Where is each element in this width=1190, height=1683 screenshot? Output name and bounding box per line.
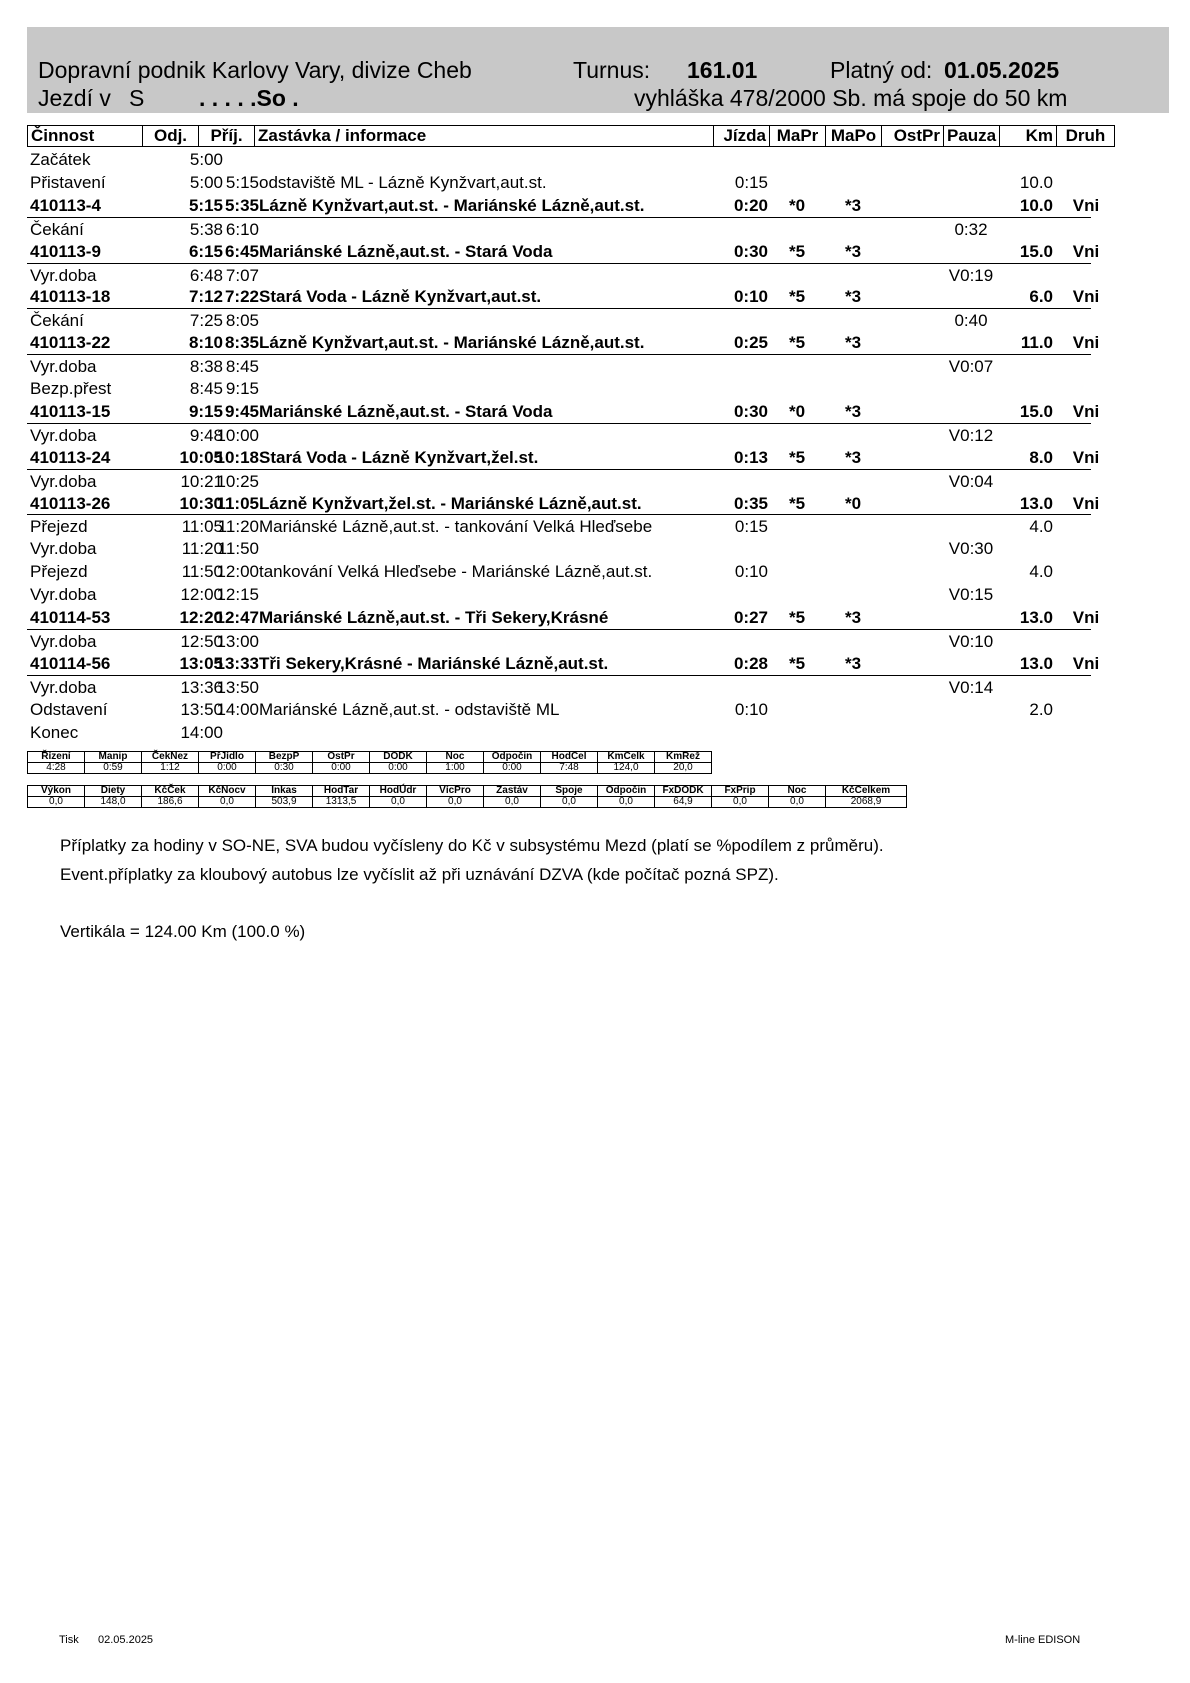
row-info: Mariánské Lázně,aut.st. - Tři Sekery,Krásné <box>259 608 609 627</box>
col-mapo: MaPo <box>825 125 882 147</box>
row-jizda: 0:35 <box>733 493 768 513</box>
row-prij: 8:45 <box>225 357 259 377</box>
row-cinnost: Vyr.doba <box>30 677 97 697</box>
summary-value: 0,0 <box>484 797 541 808</box>
summary-value: 0:30 <box>256 763 313 774</box>
summary-label: FxPrip <box>712 786 769 797</box>
summary-label: Spoje <box>541 786 598 797</box>
row-odj: 8:10 <box>188 333 223 353</box>
row-prij: 7:07 <box>225 265 259 285</box>
row-km: 4.0 <box>1029 562 1053 582</box>
row-prij: 9:15 <box>225 379 259 398</box>
summary-label: OstPr <box>313 752 370 763</box>
row-odj: 5:15 <box>188 195 223 215</box>
row-info: Mariánské Lázně,aut.st. - Stará Voda <box>259 241 553 261</box>
note-vertikala: Vertikála = 124.00 Km (100.0 %) <box>60 922 306 941</box>
row-prij: 9:45 <box>224 401 259 421</box>
summary-label: Zastáv <box>484 786 541 797</box>
row-druh: Vni <box>1072 287 1100 307</box>
summary-label: Odpočin <box>484 752 541 763</box>
row-jizda: 0:30 <box>733 401 768 421</box>
row-prij: 12:00 <box>216 562 259 582</box>
col-pauza: Pauza <box>943 125 1000 147</box>
row-cinnost: Odstavení <box>30 699 108 719</box>
summary-table-pay <box>27 785 907 808</box>
summary-label: KčČek <box>142 786 199 797</box>
row-mapo: *3 <box>844 608 862 627</box>
summary-label: FxDODK <box>655 786 712 797</box>
row-druh: Vni <box>1072 447 1100 467</box>
table-row <box>27 698 1091 721</box>
row-odj: 5:00 <box>189 150 223 169</box>
row-info: tankování Velká Hleďsebe - Mariánské Lázně,aut.st. <box>259 562 653 582</box>
summary-label: Noc <box>427 752 484 763</box>
row-jizda: 0:10 <box>734 699 768 719</box>
row-km: 8.0 <box>1029 447 1053 467</box>
row-info: odstaviště ML - Lázně Kynžvart,aut.st. <box>259 172 547 192</box>
row-prij: 10:18 <box>215 447 259 467</box>
summary-label: KmRež <box>655 752 712 763</box>
row-info: Lázně Kynžvart,aut.st. - Mariánské Lázně,aut.st. <box>259 195 645 215</box>
row-prij: 10:00 <box>216 425 259 445</box>
col-ostpr: OstPr <box>881 125 944 147</box>
row-prij: 5:35 <box>224 195 259 215</box>
row-mapr: *0 <box>788 195 806 215</box>
row-jizda: 0:13 <box>733 447 768 467</box>
row-jizda: 0:25 <box>733 333 768 353</box>
note-articulated-bus: Event.příplatky za kloubový autobus lze vyčíslit až při uznávání DZVA (kde počítač pozná SPZ). <box>60 865 779 884</box>
row-druh: Vni <box>1072 401 1100 421</box>
summary-label: Noc <box>769 786 826 797</box>
table-row <box>27 492 1100 515</box>
row-druh: Vni <box>1072 653 1100 673</box>
row-km: 10.0 <box>1019 195 1053 215</box>
summary-value: 124,0 <box>598 763 655 774</box>
row-km: 15.0 <box>1019 401 1053 421</box>
row-km: 2.0 <box>1029 699 1053 719</box>
table-row <box>27 721 1091 744</box>
row-km: 13.0 <box>1019 653 1053 673</box>
summary-value: 148,0 <box>85 797 142 808</box>
row-prij: 13:50 <box>216 677 259 697</box>
summary-value: 0,0 <box>427 797 484 808</box>
summary-label: ČekNez <box>142 752 199 763</box>
row-km: 15.0 <box>1019 241 1053 261</box>
summary-value: 0:59 <box>85 763 142 774</box>
operating-days: . . . . .So . <box>199 85 299 111</box>
row-cinnost: 410113-26 <box>30 493 111 513</box>
row-cinnost: 410113-4 <box>30 195 101 215</box>
summary-value: 0:00 <box>370 763 427 774</box>
row-cinnost: Vyr.doba <box>30 425 97 445</box>
row-km: 13.0 <box>1019 608 1053 627</box>
row-odj: 6:15 <box>188 241 223 261</box>
table-row <box>27 469 1091 493</box>
row-jizda: 0:27 <box>733 608 768 627</box>
row-mapr: *5 <box>788 241 806 261</box>
summary-value: 20,0 <box>655 763 712 774</box>
row-prij: 13:00 <box>216 631 259 651</box>
table-row <box>27 400 1100 423</box>
jezdi-value: S <box>129 85 145 111</box>
company-name: Dopravní podnik Karlovy Vary, divize Cheb <box>38 57 472 83</box>
summary-label: DODK <box>370 752 427 763</box>
row-cinnost: 410114-53 <box>30 608 111 627</box>
summary-value: 503,9 <box>256 797 313 808</box>
footer-print-date: 02.05.2025 <box>98 1634 154 1646</box>
row-mapo: *3 <box>844 241 862 261</box>
summary-value: 0:00 <box>484 763 541 774</box>
row-cinnost: 410113-22 <box>30 333 111 353</box>
table-row <box>27 377 1091 400</box>
row-info: Tři Sekery,Krásné - Mariánské Lázně,aut.st. <box>259 653 609 673</box>
row-cinnost: 410113-24 <box>30 447 111 467</box>
row-jizda: 0:10 <box>734 562 768 582</box>
table-row <box>27 354 1091 378</box>
row-jizda: 0:10 <box>733 287 768 307</box>
row-odj: 12:00 <box>180 585 223 605</box>
col-zastavka: Zastávka / informace <box>254 125 714 147</box>
row-km: 4.0 <box>1029 517 1053 537</box>
row-odj: 11:50 <box>181 562 223 582</box>
summary-label: BezpP <box>256 752 313 763</box>
row-odj: 9:48 <box>189 425 223 445</box>
table-row <box>27 171 1091 194</box>
row-cinnost: Vyr.doba <box>30 357 97 377</box>
row-info: Lázně Kynžvart,aut.st. - Mariánské Lázně,aut.st. <box>259 333 645 353</box>
row-prij: 11:20 <box>217 517 259 537</box>
row-cinnost: Vyr.doba <box>30 539 97 559</box>
row-odj: 12:20 <box>179 608 223 627</box>
table-row <box>27 537 1091 560</box>
row-km: 10.0 <box>1019 172 1053 192</box>
summary-label: HodÚdr <box>370 786 427 797</box>
row-mapr: *5 <box>788 653 806 673</box>
summary-label: Inkas <box>256 786 313 797</box>
row-cinnost: Vyr.doba <box>30 631 97 651</box>
row-prij: 6:45 <box>224 241 259 261</box>
table-row <box>27 423 1091 447</box>
summary-value: 7:48 <box>541 763 598 774</box>
row-mapo: *3 <box>844 401 862 421</box>
row-km: 13.0 <box>1019 493 1053 513</box>
row-cinnost: Přejezd <box>30 517 88 537</box>
table-row <box>27 583 1091 606</box>
row-pauza: V0:14 <box>948 677 994 697</box>
row-info: Mariánské Lázně,aut.st. - tankování Velká Hleďsebe <box>259 517 653 537</box>
row-mapo: *3 <box>844 653 862 673</box>
row-odj: 5:38 <box>189 219 223 239</box>
table-row <box>27 285 1100 308</box>
row-prij: 11:05 <box>216 493 259 513</box>
row-pauza: V0:19 <box>948 265 994 285</box>
row-odj: 7:12 <box>188 287 223 307</box>
row-prij: 14:00 <box>216 699 259 719</box>
row-jizda: 0:15 <box>734 172 768 192</box>
row-pauza: V0:15 <box>948 585 994 605</box>
summary-label: PřJídlo <box>199 752 256 763</box>
col-mapr: MaPr <box>769 125 826 147</box>
row-pauza: 0:32 <box>954 219 988 239</box>
row-cinnost: 410113-15 <box>30 401 111 421</box>
valid-from-value: 01.05.2025 <box>944 57 1060 83</box>
row-prij: 8:05 <box>225 311 259 331</box>
turnus-value: 161.01 <box>687 57 758 83</box>
row-km: 6.0 <box>1029 287 1053 307</box>
row-mapo: *0 <box>844 493 862 513</box>
summary-value: 0,0 <box>598 797 655 808</box>
row-info: Lázně Kynžvart,žel.st. - Mariánské Lázně,aut.st. <box>259 493 642 513</box>
row-mapo: *3 <box>844 195 862 215</box>
table-row <box>27 560 1091 583</box>
summary-value: 1313,5 <box>313 797 370 808</box>
row-pauza: V0:07 <box>948 357 994 377</box>
summary-label: Manip <box>85 752 142 763</box>
table-row <box>27 308 1091 332</box>
table-row <box>27 652 1100 675</box>
row-cinnost: Přistavení <box>30 172 106 192</box>
row-cinnost: 410114-56 <box>30 653 111 673</box>
jezdi-label: Jezdí v <box>38 85 111 111</box>
row-prij: 13:33 <box>215 653 259 673</box>
row-pauza: V0:12 <box>948 425 994 445</box>
row-pauza: V0:30 <box>948 539 994 559</box>
summary-value: 0,0 <box>199 797 256 808</box>
row-cinnost: Začátek <box>30 150 91 169</box>
row-info: Stará Voda - Lázně Kynžvart,aut.st. <box>259 287 542 307</box>
table-row <box>27 606 1100 629</box>
table-row <box>27 148 1091 171</box>
row-odj: 6:48 <box>189 265 223 285</box>
col-cinnost: Činnost <box>27 125 143 147</box>
row-druh: Vni <box>1072 195 1100 215</box>
row-prij: 6:10 <box>225 219 259 239</box>
row-prij: 10:25 <box>216 471 259 491</box>
row-mapr: *5 <box>788 447 806 467</box>
summary-value: 64,9 <box>655 797 712 808</box>
row-jizda: 0:28 <box>733 653 768 673</box>
row-km: 11.0 <box>1020 333 1053 353</box>
row-cinnost: Vyr.doba <box>30 265 97 285</box>
row-prij: 8:35 <box>224 333 259 353</box>
row-info: Stará Voda - Lázně Kynžvart,žel.st. <box>259 447 539 467</box>
row-odj: 5:00 <box>189 172 223 192</box>
table-row <box>27 331 1100 354</box>
row-odj: 11:20 <box>181 539 223 559</box>
summary-value: 4:28 <box>28 763 85 774</box>
col-jizda: Jízda <box>713 125 770 147</box>
summary-label: HodTar <box>313 786 370 797</box>
row-mapr: *5 <box>788 608 806 627</box>
row-info: Mariánské Lázně,aut.st. - odstaviště ML <box>259 699 560 719</box>
row-mapr: *5 <box>788 333 806 353</box>
row-odj: 10:21 <box>180 471 223 491</box>
row-odj: 13:05 <box>179 653 223 673</box>
row-pauza: V0:10 <box>948 631 994 651</box>
row-odj: 8:38 <box>189 357 223 377</box>
row-odj: 10:30 <box>179 493 223 513</box>
row-prij: 11:50 <box>217 539 259 559</box>
summary-label: HodCel <box>541 752 598 763</box>
row-odj: 13:36 <box>180 677 223 697</box>
row-cinnost: Konec <box>30 722 79 742</box>
table-row <box>27 629 1091 653</box>
row-cinnost: Bezp.přest <box>30 379 112 398</box>
summary-value: 0,0 <box>370 797 427 808</box>
row-mapo: *3 <box>844 447 862 467</box>
row-prij: 7:22 <box>224 287 259 307</box>
col-km: Km <box>999 125 1057 147</box>
summary-value: 1:12 <box>142 763 199 774</box>
summary-label: VícPro <box>427 786 484 797</box>
summary-value: 0,0 <box>769 797 826 808</box>
summary-table-work <box>27 751 712 774</box>
row-prij: 5:15 <box>225 172 259 192</box>
row-odj: 10:05 <box>179 447 223 467</box>
turnus-label: Turnus: <box>573 57 651 83</box>
summary-value: 0,0 <box>541 797 598 808</box>
summary-label: KmCelk <box>598 752 655 763</box>
row-info: Mariánské Lázně,aut.st. - Stará Voda <box>259 401 553 421</box>
row-mapo: *3 <box>844 287 862 307</box>
row-druh: Vni <box>1072 493 1100 513</box>
note-weekend-surcharge: Příplatky za hodiny v SO-NE, SVA budou vyčísleny do Kč v subsystému Mezd (platí se %podílem z průměru). <box>60 836 884 855</box>
table-row <box>27 514 1091 538</box>
row-druh: Vni <box>1072 333 1100 353</box>
summary-label: Výkon <box>28 786 85 797</box>
summary-value: 2068,9 <box>826 797 907 808</box>
schedule-table-header <box>27 125 1106 147</box>
row-odj: 11:05 <box>181 517 223 537</box>
row-odj: 9:15 <box>188 401 223 421</box>
summary-value: 0,0 <box>28 797 85 808</box>
row-mapo: *3 <box>844 333 862 353</box>
row-odj: 8:45 <box>189 379 223 398</box>
decree-note: vyhláška 478/2000 Sb. má spoje do 50 km <box>634 85 1068 111</box>
row-prij: 12:15 <box>216 585 259 605</box>
row-druh: Vni <box>1072 608 1100 627</box>
row-cinnost: 410113-18 <box>30 287 111 307</box>
footer-software: M-line EDISON <box>1005 1634 1081 1646</box>
row-cinnost: Vyr.doba <box>30 471 97 491</box>
col-druh: Druh <box>1056 125 1115 147</box>
row-odj: 13:50 <box>180 699 223 719</box>
summary-label: Řízení <box>28 752 85 763</box>
table-row <box>27 194 1100 217</box>
row-cinnost: 410113-9 <box>30 241 101 261</box>
row-mapr: *0 <box>788 401 806 421</box>
footer-print-label: Tisk <box>59 1634 79 1646</box>
row-mapr: *5 <box>788 493 806 513</box>
summary-value: 0,0 <box>712 797 769 808</box>
row-cinnost: Čekání <box>30 311 84 331</box>
summary-label: KčCelkem <box>826 786 907 797</box>
row-odj: 12:50 <box>180 631 223 651</box>
row-cinnost: Přejezd <box>30 562 88 582</box>
table-row <box>27 446 1100 469</box>
valid-from-label: Platný od: <box>830 57 933 83</box>
row-prij: 12:47 <box>215 608 259 627</box>
document-header <box>27 27 1169 113</box>
row-odj: 7:25 <box>189 311 223 331</box>
summary-value: 1:00 <box>427 763 484 774</box>
row-mapr: *5 <box>788 287 806 307</box>
summary-value: 186,6 <box>142 797 199 808</box>
row-pauza: V0:04 <box>948 471 994 491</box>
row-pauza: 0:40 <box>954 311 988 331</box>
table-row <box>27 240 1100 263</box>
summary-label: Odpočin <box>598 786 655 797</box>
summary-label: KčNocv <box>199 786 256 797</box>
row-druh: Vni <box>1072 241 1100 261</box>
row-odj: 14:00 <box>180 722 223 742</box>
summary-value: 0:00 <box>313 763 370 774</box>
row-jizda: 0:20 <box>733 195 768 215</box>
row-jizda: 0:15 <box>734 517 768 537</box>
table-row <box>27 217 1091 241</box>
table-row <box>27 675 1091 699</box>
row-cinnost: Čekání <box>30 219 84 239</box>
table-row <box>27 263 1091 287</box>
col-odj: Odj. <box>142 125 199 147</box>
col-prij: Příj. <box>198 125 255 147</box>
summary-value: 0:00 <box>199 763 256 774</box>
summary-label: Diety <box>85 786 142 797</box>
row-cinnost: Vyr.doba <box>30 585 97 605</box>
row-jizda: 0:30 <box>733 241 768 261</box>
